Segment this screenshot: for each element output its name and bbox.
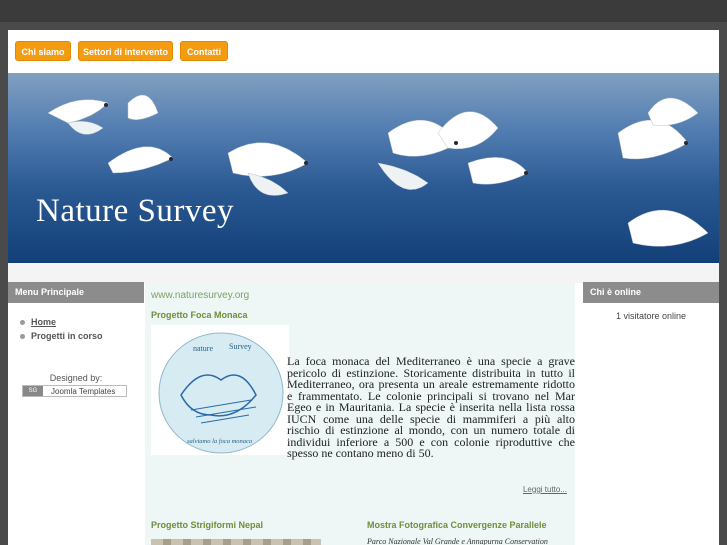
mostra-subtitle: Parco Nazionale Val Grande e Annapurna Conservation [367, 537, 548, 545]
page [8, 30, 719, 545]
flying-birds-image [8, 73, 719, 263]
chi-e-online-title: Chi è online [583, 282, 719, 303]
site-url: www.naturesurvey.org [151, 290, 250, 301]
designed-by-label: Designed by: [49, 373, 103, 383]
bullet-icon [20, 334, 25, 339]
svg-text:salviamo la foca monaca: salviamo la foca monaca [187, 438, 253, 445]
main-menu [8, 303, 144, 343]
main-content [145, 283, 575, 545]
browser-top-band [0, 0, 727, 22]
article-title-strigiformi[interactable]: Progetto Strigiformi Nepal [151, 520, 264, 530]
article-title-foca-monaca[interactable]: Progetto Foca Monaca [151, 310, 248, 320]
siteground-logo-icon: SG [23, 386, 43, 396]
svg-text:nature: nature [193, 344, 213, 353]
nav-contatti[interactable]: Contatti [180, 41, 228, 61]
joomla-templates-badge[interactable] [22, 385, 127, 397]
menu-item-label: Home [31, 317, 57, 327]
nav-settori-di-intervento[interactable]: Settori di intervento [78, 41, 173, 61]
menu-item-progetti[interactable] [20, 329, 144, 343]
header-banner [8, 73, 719, 263]
left-column [8, 282, 144, 545]
badge-label: Joomla Templates [51, 386, 116, 396]
article-title-mostra[interactable]: Mostra Fotografica Convergenze Parallele [367, 520, 547, 530]
article-text-foca-monaca: La foca monaca del Mediterraneo è una specie a grave pericolo di estinzione. Storicamente distribuita in tutto il Mediterraneo, ora presenta un areale estremamente ridotto e frammentato. Le colonie principali si trovano nel Mar Egeo e in Mauritania. La specie è inserita nella lista rossa IUCN come una delle specie di mammiferi a più alto rischio di estinzione al mondo, con un numero totale di individui inferiore a 500 e con colonie riproduttive che spesso ne contano meno di 50. [287, 354, 575, 460]
right-column [583, 282, 719, 545]
online-count: 1 visitatore online [615, 311, 687, 321]
bullet-icon [20, 320, 25, 325]
read-more-link[interactable]: Leggi tutto... [522, 485, 567, 494]
nav-chi-siamo[interactable]: Chi siamo [15, 41, 71, 61]
menu-item-label: Progetti in corso [31, 331, 103, 341]
menu-item-home[interactable] [20, 315, 144, 329]
header-divider [8, 263, 719, 283]
strigiformi-image [151, 539, 321, 545]
menu-principale-title: Menu Principale [8, 282, 144, 303]
site-title: Nature Survey [36, 193, 235, 229]
svg-text:Survey: Survey [229, 342, 252, 351]
